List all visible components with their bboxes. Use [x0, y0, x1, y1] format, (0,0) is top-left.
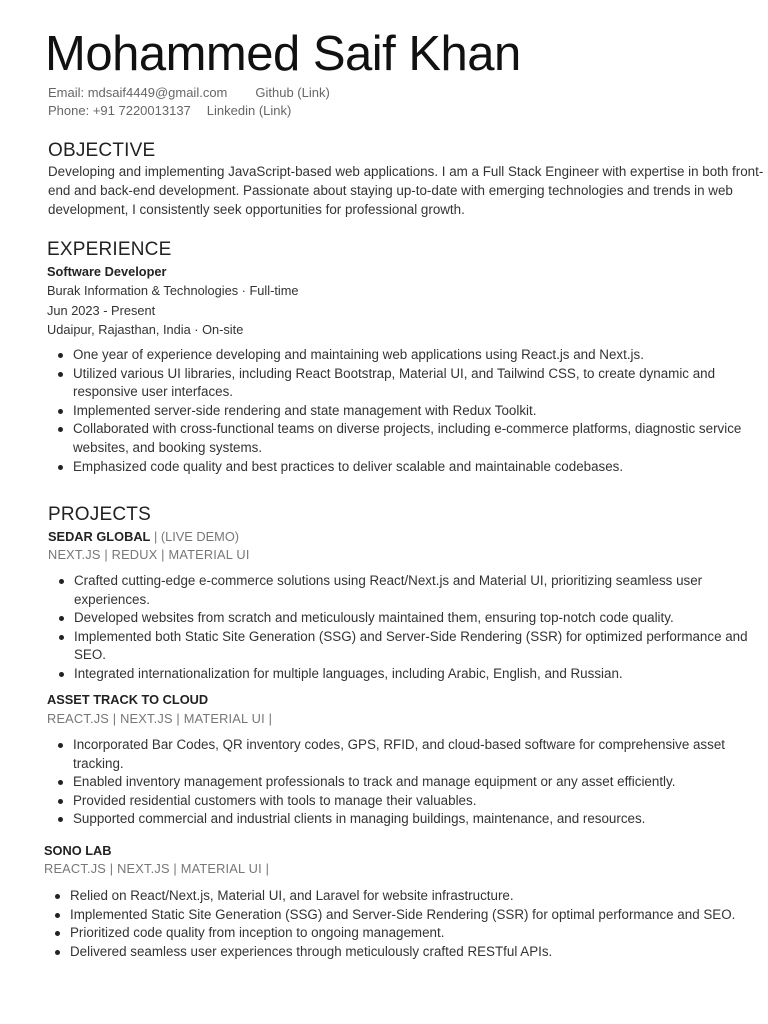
job-title: Software Developer: [47, 264, 167, 279]
projects-heading: PROJECTS: [48, 504, 151, 525]
project-tech-stack: NEXT.JS | REDUX | MATERIAL UI: [48, 547, 250, 562]
project-bullets: [48, 572, 760, 684]
list-item: Enabled inventory management professionals to track and manage equipment or any asset efficiently.: [47, 773, 747, 792]
list-item: Crafted cutting-edge e-commerce solutions using React/Next.js and Material UI, prioritizing seamless user experiences.: [48, 572, 760, 609]
list-item: One year of experience developing and maintaining web applications using React.js and Next.js.: [47, 346, 767, 365]
job-dates: Jun 2023 - Present: [47, 303, 156, 318]
list-item: Relied on React/Next.js, Material UI, and Laravel for website infrastructure.: [44, 887, 759, 906]
list-item: Implemented Static Site Generation (SSG) and Server-Side Rendering (SSR) for optimal performance and SEO.: [44, 906, 759, 925]
project-title-row: [47, 691, 208, 709]
project-name: SEDAR GLOBAL: [48, 529, 151, 544]
project-name: SONO LAB: [44, 843, 112, 858]
list-item: Implemented both Static Site Generation (SSG) and Server-Side Rendering (SSR) for optimized performance and SEO.: [48, 628, 760, 665]
contact-row-1: [48, 84, 330, 102]
list-item: Implemented server-side rendering and state management with Redux Toolkit.: [47, 402, 767, 421]
contact-row-2: [48, 102, 291, 120]
list-item: Emphasized code quality and best practices to deliver scalable and maintainable codebases.: [47, 458, 767, 477]
linkedin-link[interactable]: Linkedin (Link): [206, 103, 292, 118]
project-tech-stack: REACT.JS | NEXT.JS | MATERIAL UI |: [44, 861, 270, 876]
list-item: Collaborated with cross-functional teams on diverse projects, including e-commerce platforms, diagnostic service websites, and booking systems.: [47, 420, 767, 457]
phone-text: Phone: +91 7220013137: [48, 103, 191, 118]
list-item: Developed websites from scratch and meticulously maintained them, ensuring top-notch code quality.: [48, 609, 760, 628]
project-bullets: [44, 887, 759, 961]
project-title-row: [44, 842, 112, 860]
list-item: Provided residential customers with tools to manage their valuables.: [47, 792, 747, 811]
job-location: Udaipur, Rajasthan, India · On-site: [47, 322, 244, 337]
objective-text: Developing and implementing JavaScript-based web applications. I am a Full Stack Engineer with expertise in both front-end and back-end development. Passionate about staying up-to-date with emerging technologies and trends in web development, I consistently seek opportunities for professional growth.: [48, 164, 764, 217]
project-tech-stack: REACT.JS | NEXT.JS | MATERIAL UI |: [47, 711, 273, 726]
experience-bullets: [47, 346, 767, 476]
email-text: Email: mdsaif4449@gmail.com: [48, 85, 228, 100]
github-link[interactable]: Github (Link): [255, 85, 330, 100]
project-title-row: [48, 528, 239, 546]
experience-heading: EXPERIENCE: [47, 239, 172, 260]
list-item: Incorporated Bar Codes, QR inventory codes, GPS, RFID, and cloud-based software for comprehensive asset tracking.: [47, 736, 747, 773]
list-item: Integrated internationalization for multiple languages, including Arabic, English, and Russian.: [48, 665, 760, 684]
objective-heading: OBJECTIVE: [48, 140, 156, 161]
project-name: ASSET TRACK TO CLOUD: [47, 692, 209, 707]
live-demo-link[interactable]: | (LIVE DEMO): [150, 529, 240, 544]
list-item: Prioritized code quality from inception to ongoing management.: [44, 924, 759, 943]
list-item: Utilized various UI libraries, including React Bootstrap, Material UI, and Tailwind CSS, to create dynamic and responsive user interfaces.: [47, 365, 767, 402]
project-bullets: [47, 736, 747, 829]
candidate-name: Mohammed Saif Khan: [45, 27, 521, 81]
list-item: Supported commercial and industrial clients in managing buildings, maintenance, and resources.: [47, 810, 747, 829]
list-item: Delivered seamless user experiences through meticulously crafted RESTful APIs.: [44, 943, 759, 962]
company-line: Burak Information & Technologies · Full-time: [47, 283, 299, 298]
